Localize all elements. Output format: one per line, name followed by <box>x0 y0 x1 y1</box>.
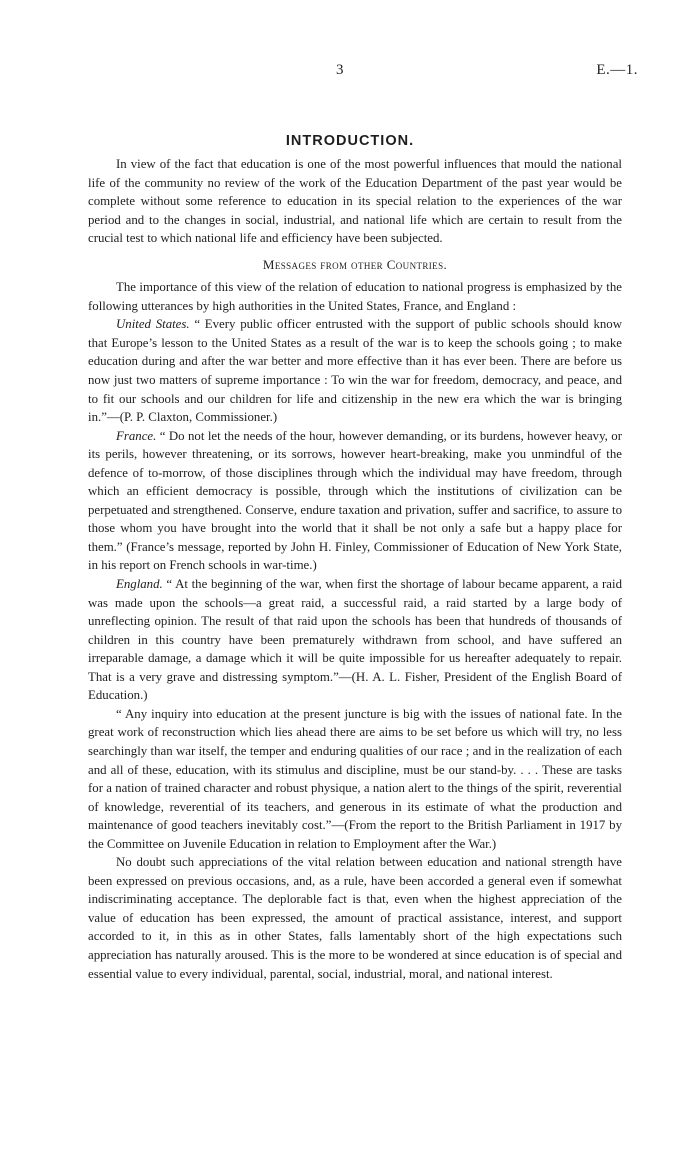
message-text: “ At the beginning of the war, when first the shortage of labour became apparent, a raid was made upon the schools—a great raid, a successful raid, a raid started by a large body of unreflecting opinion. The result of that raid upon the schools has been that hundreds of thousands of children in this country have been prematurely withdrawn from school, and have suffered an irreparable damage, a damage which it will be quite impossible for us hereafter adequately to repair. That is a very grave and distressing symptom.”—(H. A. L. Fisher, President of the English Board of Education.) <box>88 577 623 703</box>
message-united-states <box>88 315 622 426</box>
country-label: United States. <box>116 317 190 332</box>
intro-paragraph: In view of the fact that education is one of the most powerful influences that mould the national life of the community no review of the work of the Education Department of the past year would be complete without some reference to education in its special relation to the experiences of the war period and to the changes in social, industrial, and national life which are certain to result from the crucial test to which national life and efficiency have been subjected. <box>88 157 622 246</box>
message-france <box>88 427 622 575</box>
section-heading: Messages from other Countries. <box>262 256 448 272</box>
conclusion-paragraph: No doubt such appreciations of the vital relation between education and national strength have been expressed on previous occasions, and, as a rule, have been accorded a general even if somewhat indiscriminating acceptance. The deplorable fact is that, even when the highest appreciation of the value of education has been expressed, the amount of practical assistance, interest, and support accorded to it, in this as in other States, falls lamentably short of the high expectations such appreciation has naturally aroused. This is the more to be wondered at since education is of special and essential value to every individual, parental, social, industrial, moral, and national interest. <box>88 855 622 981</box>
page-title: INTRODUCTION. <box>285 133 415 149</box>
document-reference: E.—1. <box>596 62 638 78</box>
country-label: France. <box>116 428 157 443</box>
inquiry-paragraph: “ Any inquiry into education at the present juncture is big with the issues of national fate. In the great work of reconstruction which lies ahead there are aims to be set before us which will try, no less searchingly than war itself, the temper and enduring qualities of our race ; and in the realization of each and all of these, education, with its stimulus and discipline, must be our stand-by. . . . These are tasks for a nation of trained character and robust physique, a nation alert to the things of the spirit, reverential of knowledge, reverential of its teachers, and generous in its estimate of what the production and maintenance of good teachers inevitably cost.”—(From the report to the British Parliament in 1917 by the Committee on Juvenile Education in relation to Employment after the War.) <box>88 706 622 851</box>
page-number: 3 <box>336 62 344 78</box>
lead-in-paragraph: The importance of this view of the relation of education to national progress is emphasized by the following utterances by high authorities in the United States, France, and England : <box>88 280 622 313</box>
message-text: “ Every public officer entrusted with the support of public schools should know that Europe’s lesson to the United States as a result of the war is to keep the schools going ; to make education during and after the war better and more effective than it has ever been. There are before us now just two matters of supreme importance : To win the war for freedom, democracy, and peace, and to fit our schools and our children for life and citizenship in the new era which the war is bringing in.”—(P. P. Claxton, Commissioner.) <box>88 317 622 425</box>
message-england <box>88 575 622 705</box>
document-body <box>88 155 622 983</box>
page-header <box>0 62 700 84</box>
message-text: “ Do not let the needs of the hour, however demanding, or its burdens, however heavy, or its perils, however threatening, or its sorrows, however heart-breaking, make you unmindful of the defence of to-morrow, of those disciplines through which the individual may have freedom, through which an efficient democracy is possible, through which the institutions of civilization can be perpetuated and strengthened. Conserve, endure taxation and privation, suffer and sacrifice, to assure to those whom you have brought into the world that it shall be not only a safe but a happy place for them.” (France’s message, reported by John H. Finley, Commissioner of Education of New York State, in his report on French schools in war-time.) <box>88 428 622 573</box>
country-label: England. <box>116 577 163 592</box>
